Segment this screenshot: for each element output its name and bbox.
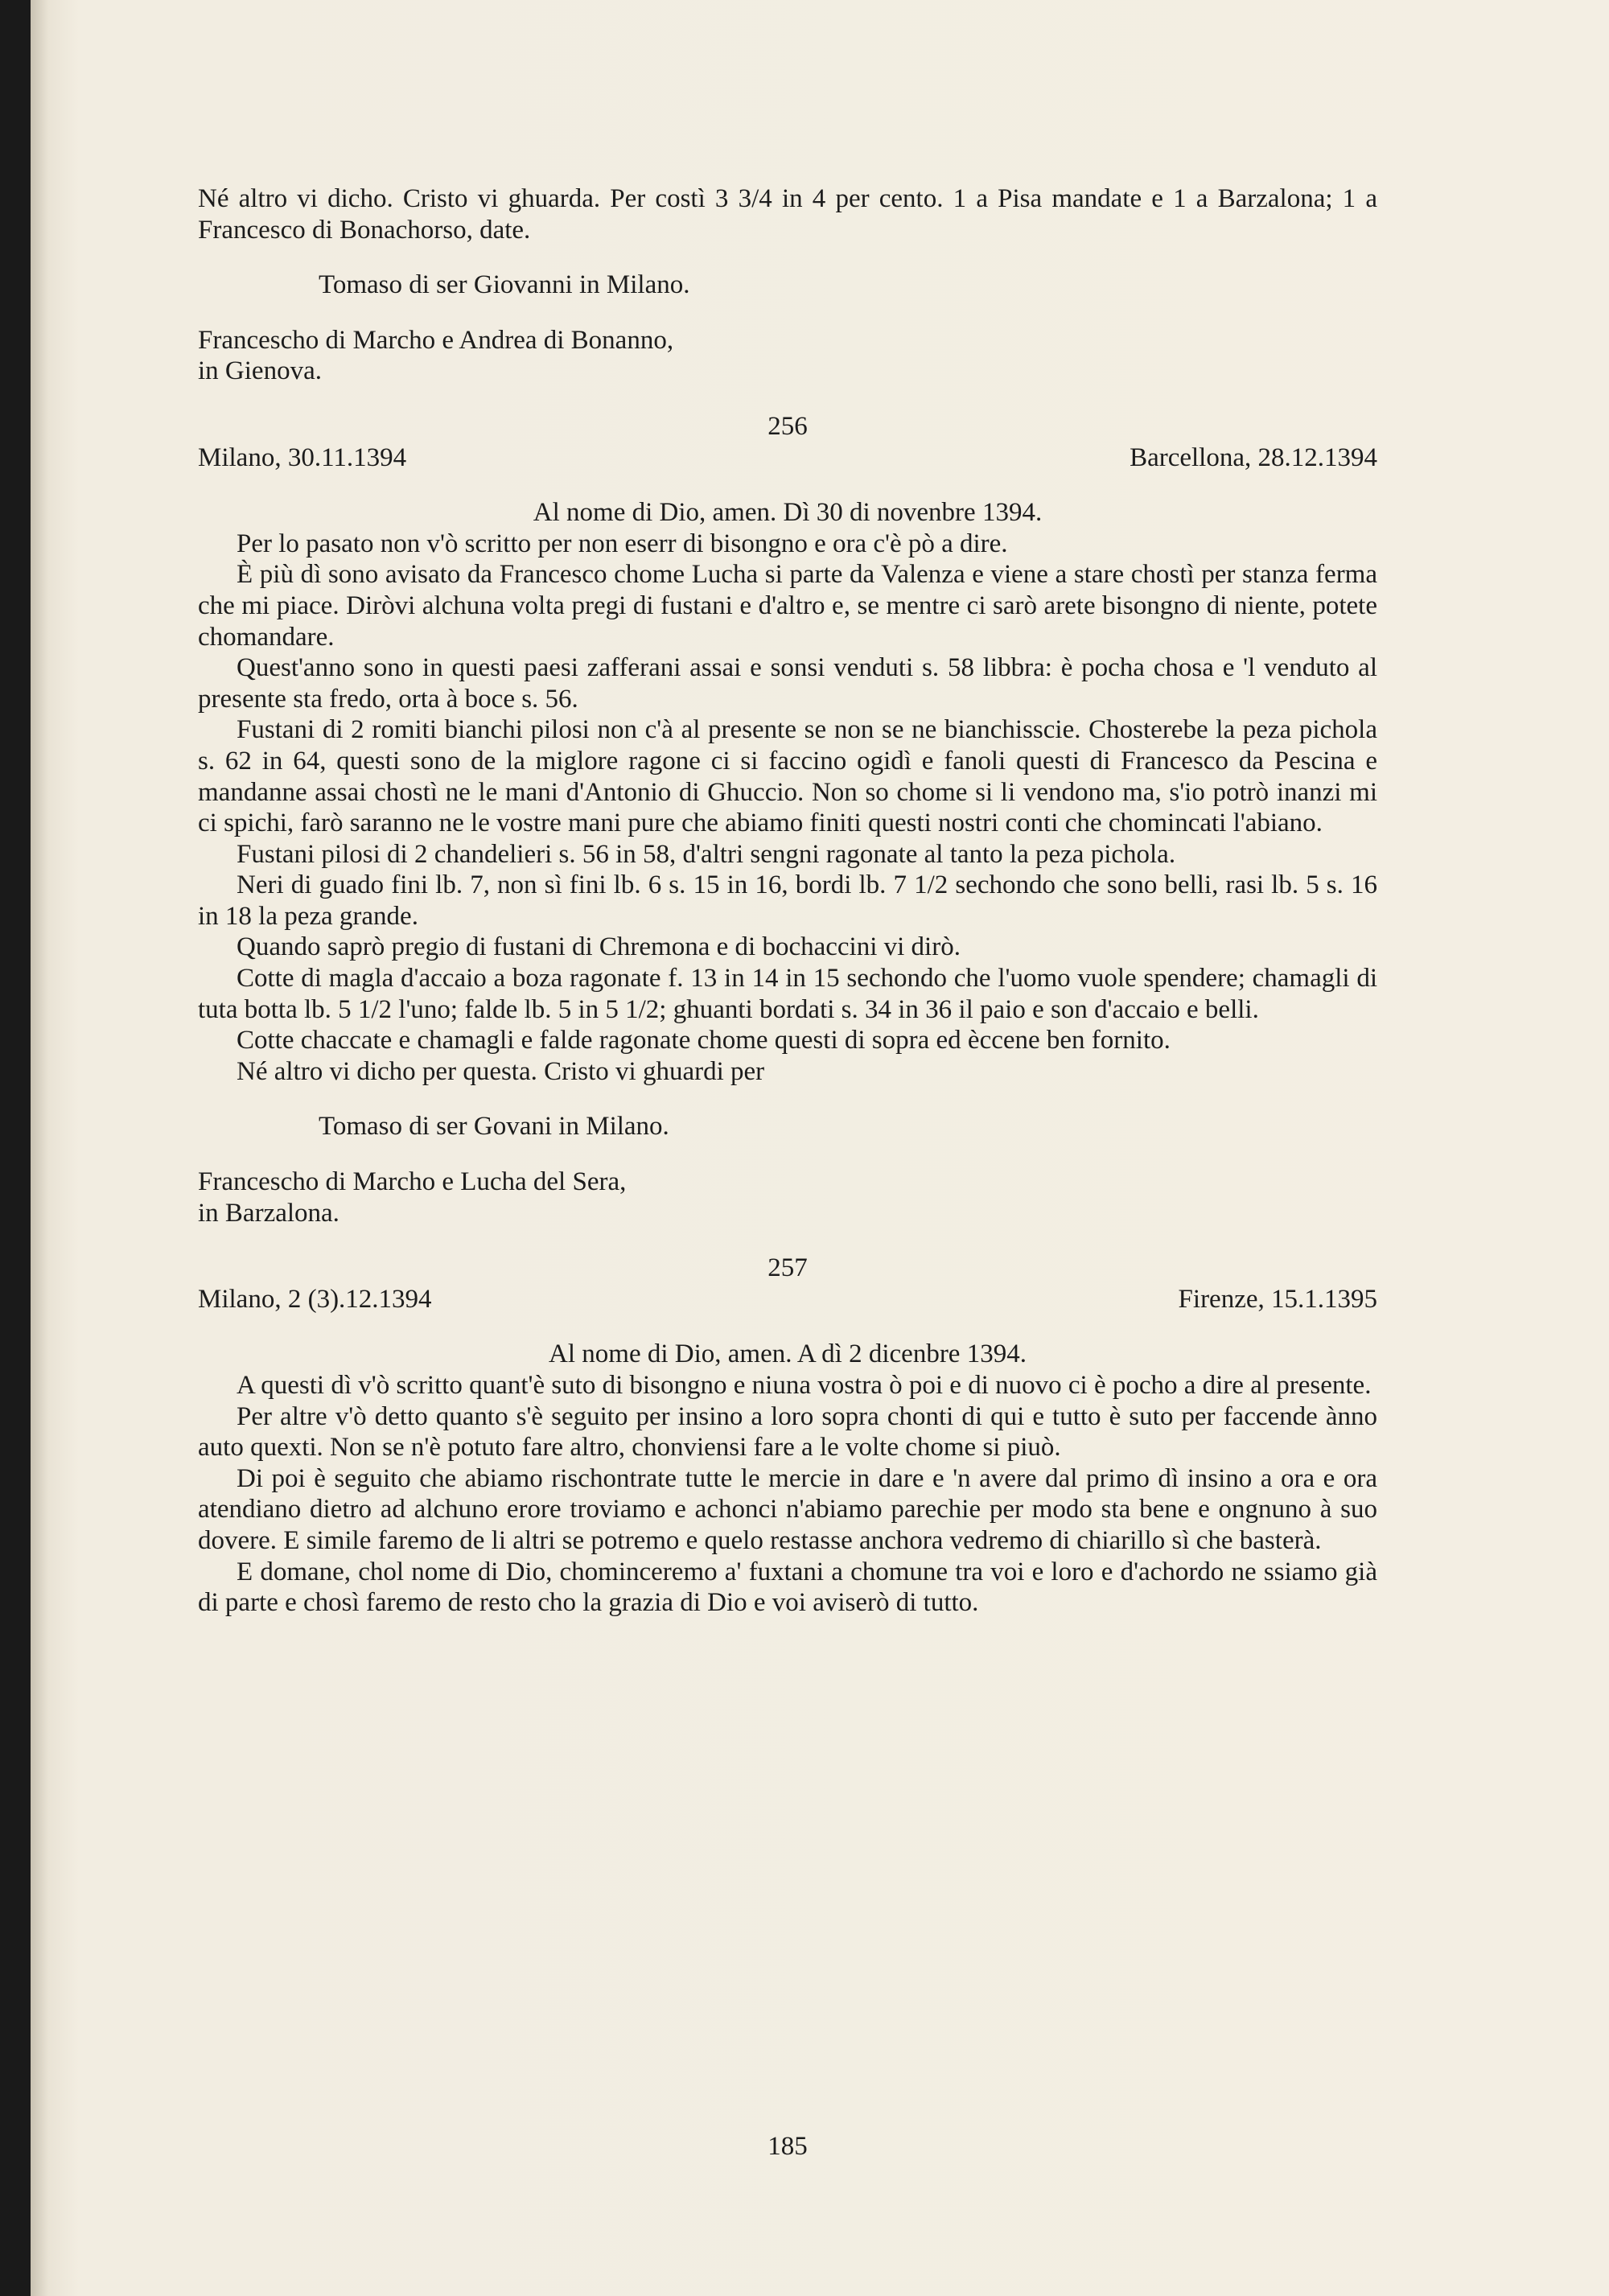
page-number: 185: [767, 2132, 808, 2161]
letter-paragraph: Di poi è seguito che abiamo rischontrate tutte le mercie in dare e 'n avere dal primo dì insino a ora e ora atendiano dietro ad alchuno erore troviamo e achonci n'abiamo parechie per modo sta bene e ongnuno à suo dovere. E simile faremo de li altri se potremo e quelo restasse anchora vedremo di chiarillo sì che basterà.: [198, 1463, 1377, 1555]
letter-paragraph: E domane, chol nome di Dio, chominceremo a' fuxtani a chomune tra voi e loro e d'achordo ne ssiamo già di parte e chosì faremo de resto cho la grazia di Dio e voi aviserò di tutto.: [198, 1557, 1377, 1618]
address-line: Francescho di Marcho e Lucha del Sera,: [198, 1167, 627, 1197]
signature: Tomaso di ser Giovanni in Milano.: [319, 270, 690, 300]
letter-paragraph: Quest'anno sono in questi paesi zafferani assai e sonsi venduti s. 58 libbra: è pocha chosa e 'l venduto al presente sta fredo, orta à boce s. 56.: [198, 653, 1377, 714]
address-line: Francescho di Marcho e Andrea di Bonanno,: [198, 325, 674, 355]
letter-paragraph: Fustani pilosi di 2 chandelieri s. 56 in 58, d'altri sengni ragonate al tanto la peza pichola.: [237, 839, 1176, 869]
signature: Tomaso di ser Govani in Milano.: [319, 1112, 669, 1142]
letter-paragraph: Cotte chaccate e chamagli e falde ragonate chome questi di sopra ed èccene ben fornito.: [237, 1026, 1171, 1055]
letter-paragraph: Fustani di 2 romiti bianchi pilosi non c'à al presente se non se ne bianchisscie. Chosterebe la peza pichola s. 62 in 64, questi sono de la miglore ragone ci si faccino ogidì e fanoli questi di Francesco da Pescina e mandanne assai chostì ne le mani d'Antonio di Ghuccio. Non so chome si li vendono ma, s'io potrò inanzi mi ci spichi, farò saranno ne le vostre mani pure che abiamo finiti questi nostri conti che chomincati l'abiano.: [198, 715, 1377, 838]
letter-origin-date: Milano, 30.11.1394: [198, 442, 407, 472]
letter-salutation: Al nome di Dio, amen. Dì 30 di novenbre 1394.: [533, 498, 1043, 528]
letter-number: 256: [767, 411, 808, 441]
letter-paragraph: Per altre v'ò detto quanto s'è seguito per insino a loro sopra chonti di qui e tutto è suto per faccende ànno auto quexti. Non se n'è potuto fare altro, chonviensi fare a le volte chome si piuò.: [198, 1401, 1377, 1463]
letter-paragraph: Cotte di magla d'accaio a boza ragonate f. 13 in 14 in 15 sechondo che l'uomo vuole spendere; chamagli di tuta botta lb. 5 1/2 l'uno; falde lb. 5 in 5 1/2; ghuanti bordati s. 34 in 36 il paio e son d'accaio e belli.: [198, 964, 1377, 1024]
book-page: [31, 0, 1609, 2296]
letter-arrival-date: Barcellona, 28.12.1394: [1130, 442, 1377, 472]
closing-paragraph: Né altro vi dicho. Cristo vi ghuarda. Per costì 3 3/4 in 4 per cento. 1 a Pisa mandate e 1 a Barzalona; 1 a Francesco di Bonachorso, date.: [198, 184, 1377, 245]
letter-paragraph: Neri di guado fini lb. 7, non sì fini lb. 6 s. 15 in 16, bordi lb. 7 1/2 sechondo che sono belli, rasi lb. 5 s. 16 in 18 la peza grande.: [198, 870, 1377, 931]
letter-dates: [198, 1284, 1377, 1315]
letter-dates: [198, 442, 1377, 474]
letter-number: 257: [767, 1253, 808, 1283]
letter-paragraph: Né altro vi dicho per questa. Cristo vi ghuardi per: [237, 1056, 765, 1086]
address-line: in Barzalona.: [198, 1198, 339, 1228]
letter-salutation: Al nome di Dio, amen. A dì 2 dicenbre 1394.: [549, 1339, 1027, 1369]
letter-arrival-date: Firenze, 15.1.1395: [1178, 1284, 1377, 1314]
letter-paragraph: È più dì sono avisato da Francesco chome Lucha si parte da Valenza e viene a stare chostì per stanza ferma che mi piace. Diròvi alchuna volta pregi di fustani e d'altro e, se mentre ci sarò arete bisongno di niente, potete chomandare.: [198, 560, 1377, 652]
letter-paragraph: A questi dì v'ò scritto quant'è suto di bisongno e niuna vostra ò poi e di nuovo ci è pocho a dire al presente.: [237, 1371, 1372, 1400]
address-line: in Gienova.: [198, 356, 322, 386]
page-text: [198, 183, 1377, 1619]
letter-origin-date: Milano, 2 (3).12.1394: [198, 1284, 432, 1314]
letter-paragraph: Quando saprò pregio di fustani di Chremona e di bochaccini vi dirò.: [237, 932, 961, 962]
letter-paragraph: Per lo pasato non v'ò scritto per non eserr di bisongno e ora c'è pò a dire.: [237, 529, 1008, 558]
